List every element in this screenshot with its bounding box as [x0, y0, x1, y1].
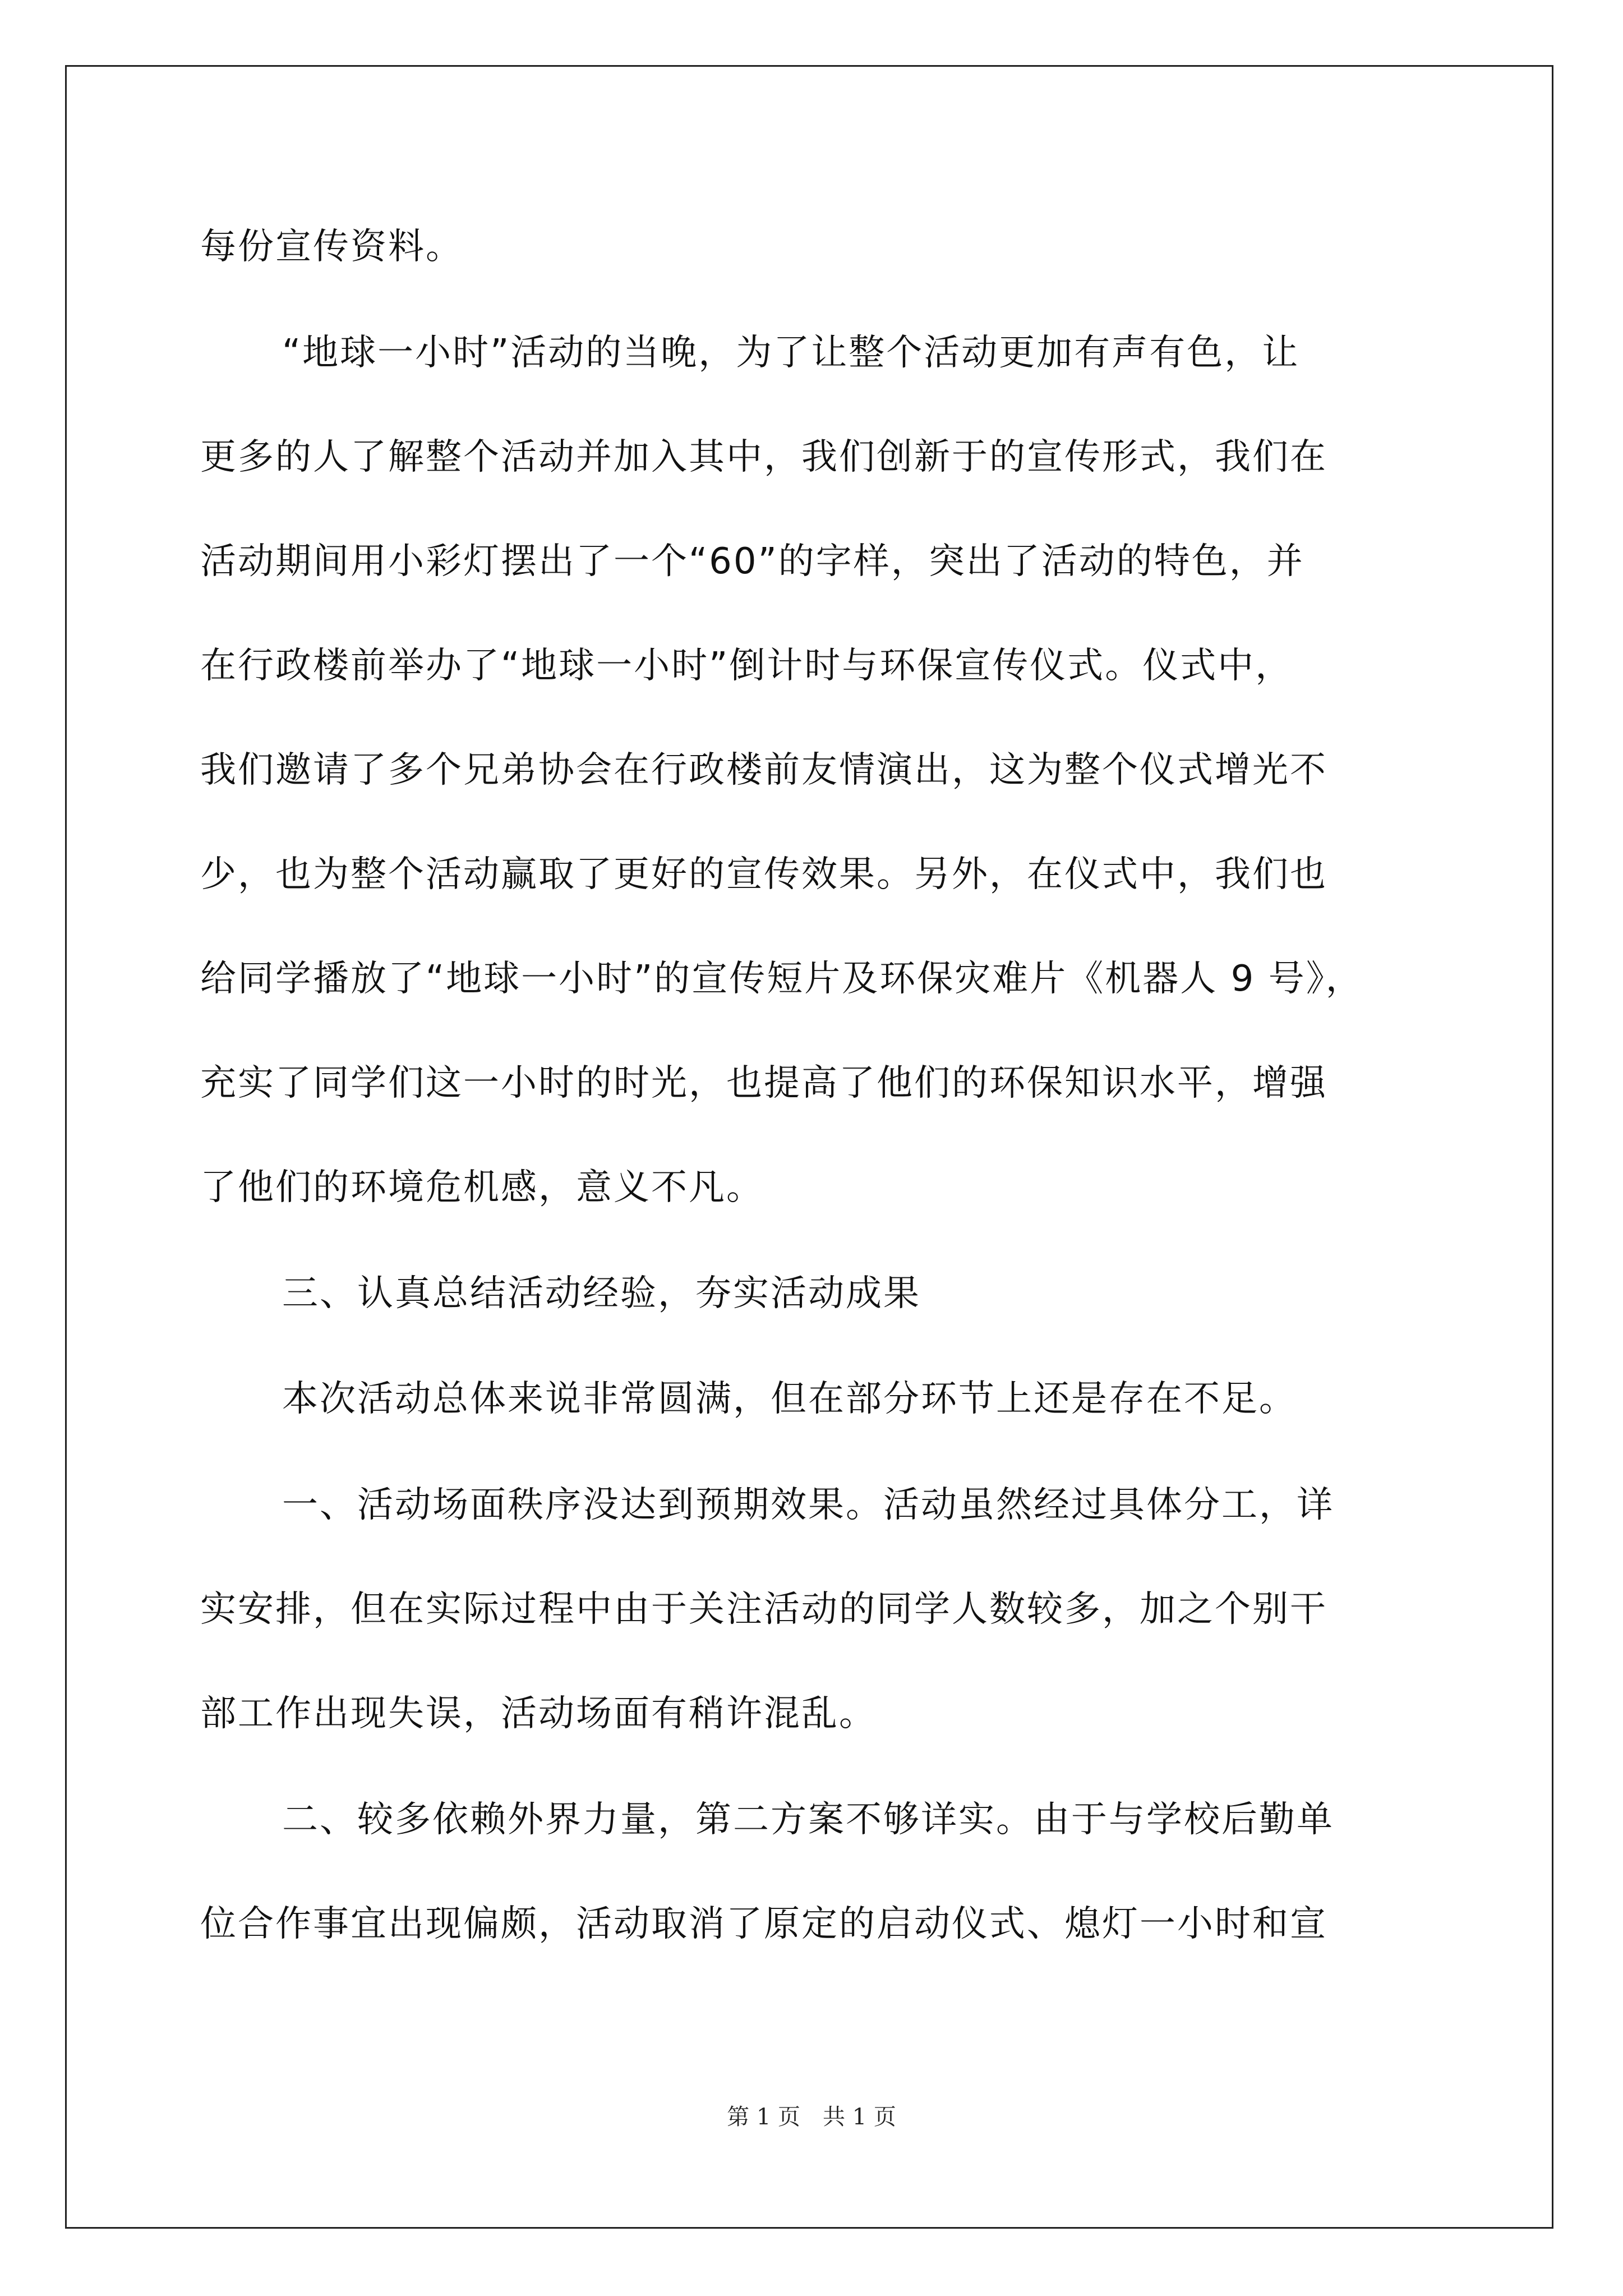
text-line: 位合作事宜出现偏颇，活动取消了原定的启动仪式、熄灯一小时和宣: [200, 1903, 1327, 1945]
text-line: “地球一小时”活动的当晚，为了让整个活动更加有声有色，让: [282, 332, 1300, 374]
text-line: 我们邀请了多个兄弟协会在行政楼前友情演出，这为整个仪式增光不: [200, 749, 1327, 791]
text-line: 充实了同学们这一小时的时光，也提高了他们的环保知识水平，增强: [200, 1062, 1327, 1104]
text-line: 在行政楼前举办了“地球一小时”倒计时与环保宣传仪式。仪式中，: [200, 645, 1293, 687]
text-line: 给同学播放了“地球一小时”的宣传短片及环保灾难片《机器人 9 号》，: [200, 958, 1363, 1000]
section-heading: 三、认真总结活动经验，夯实活动成果: [282, 1273, 921, 1314]
text-line: 二、较多依赖外界力量，第二方案不够详实。由于与学校后勤单: [282, 1799, 1334, 1841]
text-line: 实安排，但在实际过程中由于关注活动的同学人数较多，加之个别干: [200, 1589, 1327, 1630]
text-line: 少，也为整个活动赢取了更好的宣传效果。另外，在仪式中，我们也: [200, 854, 1327, 895]
text-line: 一、活动场面秩序没达到预期效果。活动虽然经过具体分工，详: [282, 1484, 1334, 1526]
text-line: 部工作出现失误，活动场面有稍许混乱。: [200, 1693, 877, 1734]
text-line: 本次活动总体来说非常圆满，但在部分环节上还是存在不足。: [282, 1378, 1297, 1420]
text-line: 每份宣传资料。: [200, 226, 463, 268]
text-line: 活动期间用小彩灯摆出了一个“60”的字样，突出了活动的特色，并: [200, 541, 1304, 582]
text-line: 更多的人了解整个活动并加入其中，我们创新于的宣传形式，我们在: [200, 436, 1327, 478]
page-footer: 第 1 页 共 1 页: [727, 2104, 896, 2130]
text-line: 了他们的环境危机感，意义不凡。: [200, 1167, 764, 1208]
